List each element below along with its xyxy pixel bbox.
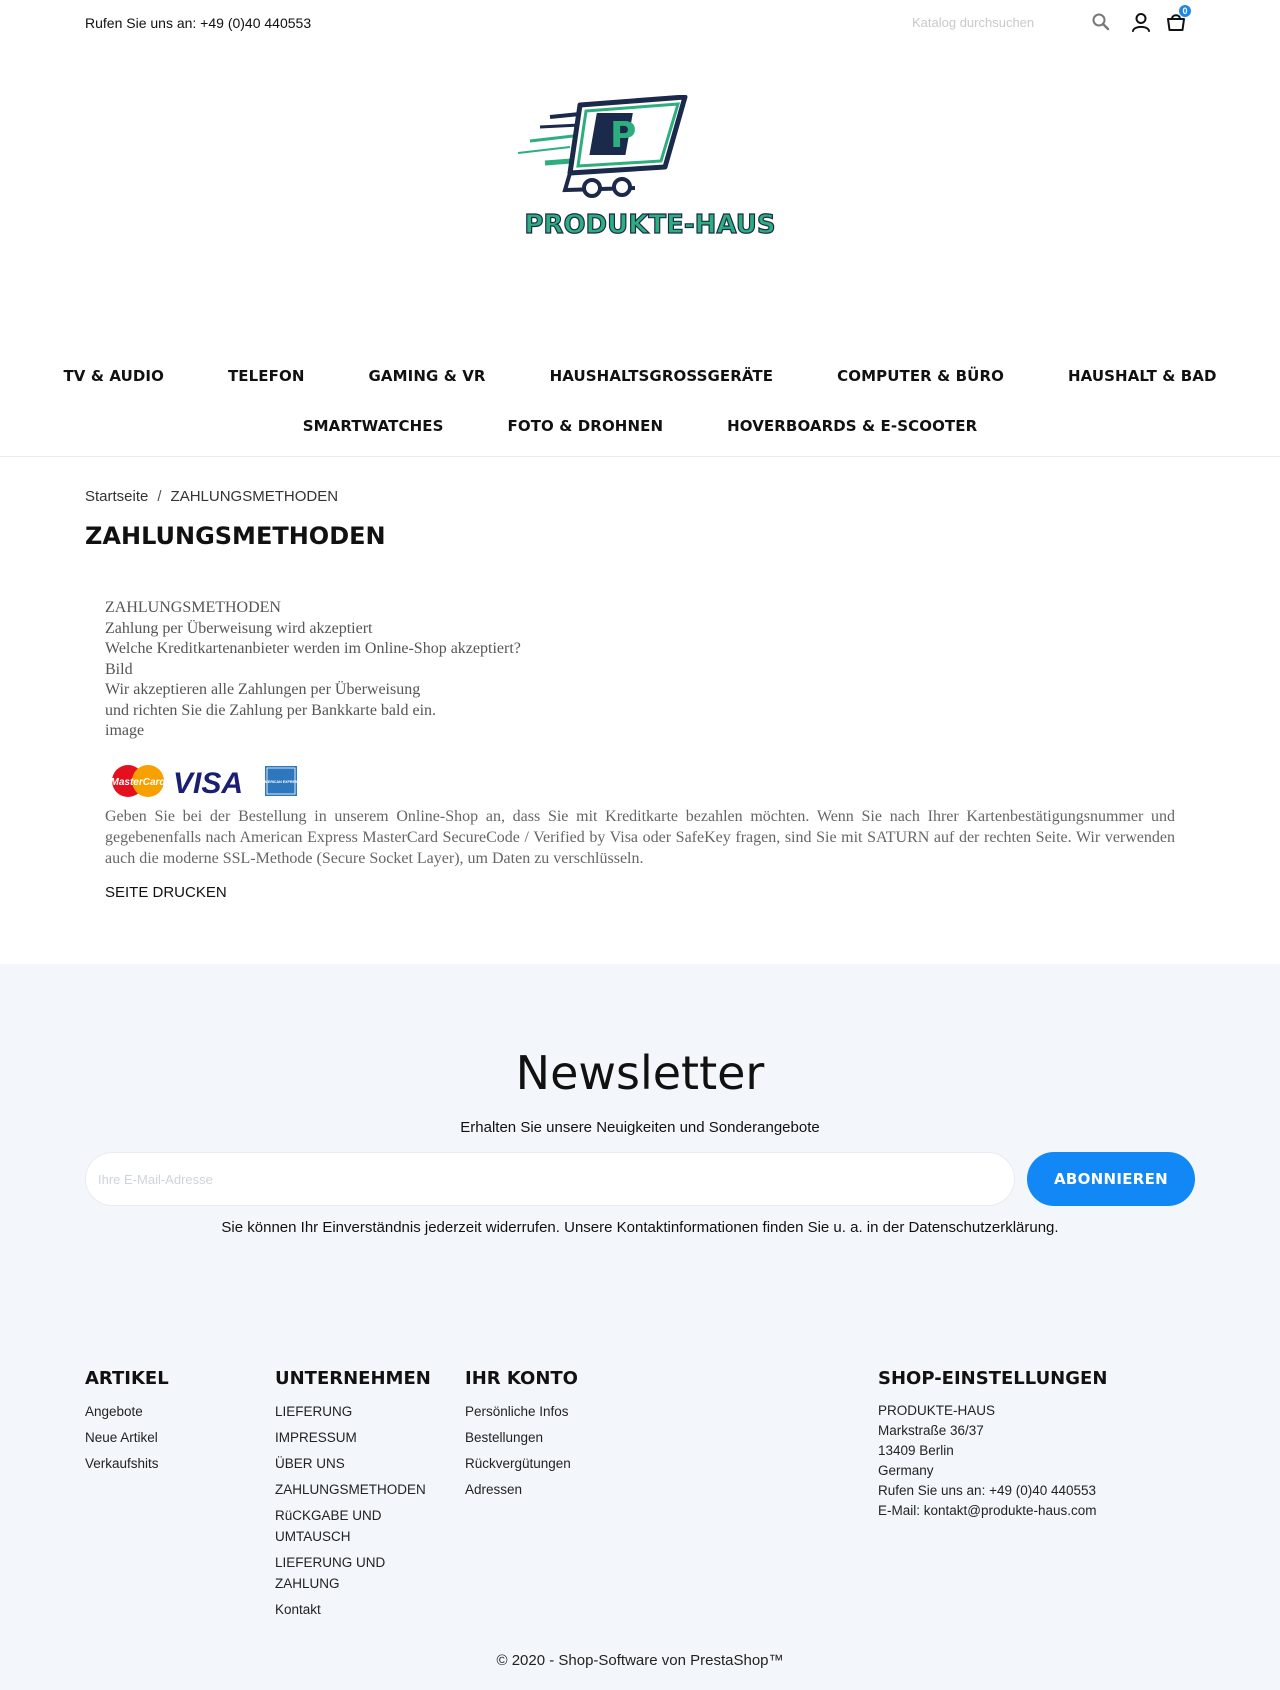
footer-link-bestellungen[interactable]: Bestellungen bbox=[465, 1430, 544, 1445]
subscribe-button[interactable]: ABONNIEREN bbox=[1027, 1152, 1195, 1206]
footer-link-adressen[interactable]: Adressen bbox=[465, 1482, 523, 1497]
cart-button[interactable] bbox=[1162, 6, 1190, 35]
footer-column-unternehmen bbox=[275, 1368, 445, 1625]
nav-item-foto-drohnen[interactable]: FOTO & DROHNEN bbox=[507, 417, 664, 435]
user-icon bbox=[1130, 11, 1152, 33]
account-button[interactable] bbox=[1128, 9, 1154, 35]
footer-link-angebote[interactable]: Angebote bbox=[85, 1404, 143, 1419]
search-input[interactable] bbox=[910, 11, 1084, 33]
nav-row-primary bbox=[0, 355, 1280, 405]
footer-heading-konto: IHR KONTO bbox=[465, 1368, 578, 1389]
content-line: Wir akzeptieren alle Zahlungen per Überweisung bbox=[105, 681, 421, 698]
copyright[interactable]: © 2020 - Shop-Software von PrestaShop™ bbox=[496, 1652, 784, 1669]
search-button[interactable] bbox=[1088, 9, 1114, 35]
nav-item-computer-buero[interactable]: COMPUTER & BÜRO bbox=[837, 367, 1004, 385]
footer-link-kontakt[interactable]: Kontakt bbox=[275, 1602, 321, 1617]
shop-name: PRODUKTE-HAUS bbox=[878, 1403, 996, 1418]
shop-street: Markstraße 36/37 bbox=[878, 1423, 984, 1438]
newsletter-consent-text: Sie können Ihr Einverständnis jederzeit widerrufen. Unsere Kontaktinformationen finden Sie u. a. in der Datenschutzerklärung. bbox=[221, 1219, 1059, 1236]
footer-link-rueckverguetungen[interactable]: Rückvergütungen bbox=[465, 1456, 571, 1471]
footer-link-ueber-uns[interactable]: ÜBER UNS bbox=[275, 1456, 345, 1471]
print-page-link[interactable]: SEITE DRUCKEN bbox=[105, 884, 227, 901]
content-line: Bild bbox=[105, 660, 133, 678]
site-logo[interactable] bbox=[510, 95, 790, 265]
shop-city: 13409 Berlin bbox=[878, 1443, 954, 1458]
footer-column-shop bbox=[878, 1368, 1178, 1521]
top-bar bbox=[0, 0, 1280, 45]
shop-country: Germany bbox=[878, 1463, 934, 1478]
nav-item-smartwatches[interactable]: SMARTWATCHES bbox=[302, 417, 444, 435]
footer-heading-unternehmen: UNTERNEHMEN bbox=[275, 1368, 431, 1389]
nav-item-gaming-vr[interactable]: GAMING & VR bbox=[368, 367, 486, 385]
contact-phone: Rufen Sie uns an: +49 (0)40 440553 bbox=[85, 15, 312, 31]
breadcrumb-separator: / bbox=[157, 488, 162, 505]
newsletter-email-input[interactable] bbox=[85, 1152, 1015, 1206]
mastercard-text: MasterCard bbox=[110, 777, 166, 788]
content-line: Welche Kreditkartenanbieter werden im Online-Shop akzeptiert? bbox=[105, 640, 521, 657]
breadcrumb-home[interactable]: Startseite bbox=[85, 488, 149, 505]
footer-heading-artikel: ARTIKEL bbox=[85, 1368, 169, 1389]
cart-count-badge: 0 bbox=[1179, 5, 1191, 17]
nav-item-haushalt-bad[interactable]: HAUSHALT & BAD bbox=[1067, 367, 1217, 385]
newsletter-title: Newsletter bbox=[515, 1046, 765, 1100]
breadcrumb bbox=[85, 488, 338, 505]
footer-link-verkaufshits[interactable]: Verkaufshits bbox=[85, 1456, 159, 1471]
breadcrumb-current: ZAHLUNGSMETHODEN bbox=[170, 488, 339, 505]
newsletter-section bbox=[0, 964, 1280, 1690]
footer-heading-shop: SHOP-EINSTELLUNGEN bbox=[878, 1368, 1108, 1389]
newsletter-subtitle: Erhalten Sie unsere Neuigkeiten und Sonderangebote bbox=[460, 1119, 820, 1136]
search-icon bbox=[1091, 12, 1111, 32]
shop-phone: Rufen Sie uns an: +49 (0)40 440553 bbox=[878, 1483, 1097, 1498]
nav-row-secondary bbox=[0, 405, 1280, 455]
main-navigation bbox=[0, 355, 1280, 455]
footer-column-artikel bbox=[85, 1368, 255, 1479]
amex-logo bbox=[262, 766, 300, 796]
footer-column-konto bbox=[465, 1368, 665, 1505]
nav-item-hoverboards[interactable]: HOVERBOARDS & E-SCOOTER bbox=[727, 417, 978, 435]
payment-description: Geben Sie bei der Bestellung in unserem Online-Shop an, dass Sie mit Kreditkarte bezahlen möchten. Wenn Sie nach Ihrer Kartenbestätigungsnummer und gegebenenfalls nach American Express MasterCard SecureCode / Verified by Visa oder SafeKey fragen, sind Sie mit SATURN auf der rechten Seite. Wir verwenden auch die moderne SSL-Methode (Secure Socket Layer), um Daten zu verschlüsseln. bbox=[105, 808, 1175, 867]
content-line: und richten Sie die Zahlung per Bankkarte bald ein. bbox=[105, 701, 437, 719]
logo-wordmark: PRODUKTE-HAUS bbox=[524, 210, 776, 240]
nav-divider bbox=[0, 456, 1280, 457]
footer-link-rueckgabe[interactable]: RüCKGABE UND UMTAUSCH bbox=[275, 1508, 382, 1544]
nav-item-tv-audio[interactable]: TV & AUDIO bbox=[63, 367, 164, 385]
footer-link-neue-artikel[interactable]: Neue Artikel bbox=[85, 1430, 158, 1445]
footer-link-persoenliche-infos[interactable]: Persönliche Infos bbox=[465, 1404, 569, 1419]
shop-email[interactable]: E-Mail: kontakt@produkte-haus.com bbox=[878, 1503, 1097, 1518]
logo-letter: P bbox=[610, 115, 637, 156]
footer-link-lieferung-zahlung[interactable]: LIEFERUNG UND ZAHLUNG bbox=[275, 1555, 386, 1591]
footer-link-impressum[interactable]: IMPRESSUM bbox=[275, 1430, 357, 1445]
content-line: image bbox=[105, 722, 145, 739]
payment-card-logos bbox=[110, 762, 300, 800]
cms-content bbox=[105, 598, 1175, 742]
page-title: ZAHLUNGSMETHODEN bbox=[85, 522, 386, 550]
content-line: Zahlung per Überweisung wird akzeptiert bbox=[105, 619, 373, 637]
content-line: ZAHLUNGSMETHODEN bbox=[105, 599, 281, 616]
nav-item-haushaltsgrossgeraete[interactable]: HAUSHALTSGROSSGERÄTE bbox=[549, 367, 774, 385]
mastercard-logo bbox=[110, 765, 166, 797]
visa-logo: VISA bbox=[173, 767, 244, 800]
shop-address bbox=[878, 1401, 1178, 1521]
footer-link-zahlungsmethoden[interactable]: ZAHLUNGSMETHODEN bbox=[275, 1482, 426, 1497]
footer-link-lieferung[interactable]: LIEFERUNG bbox=[275, 1404, 353, 1419]
amex-text: AMERICAN EXPRESS bbox=[262, 780, 300, 784]
nav-item-telefon[interactable]: TELEFON bbox=[227, 367, 305, 385]
